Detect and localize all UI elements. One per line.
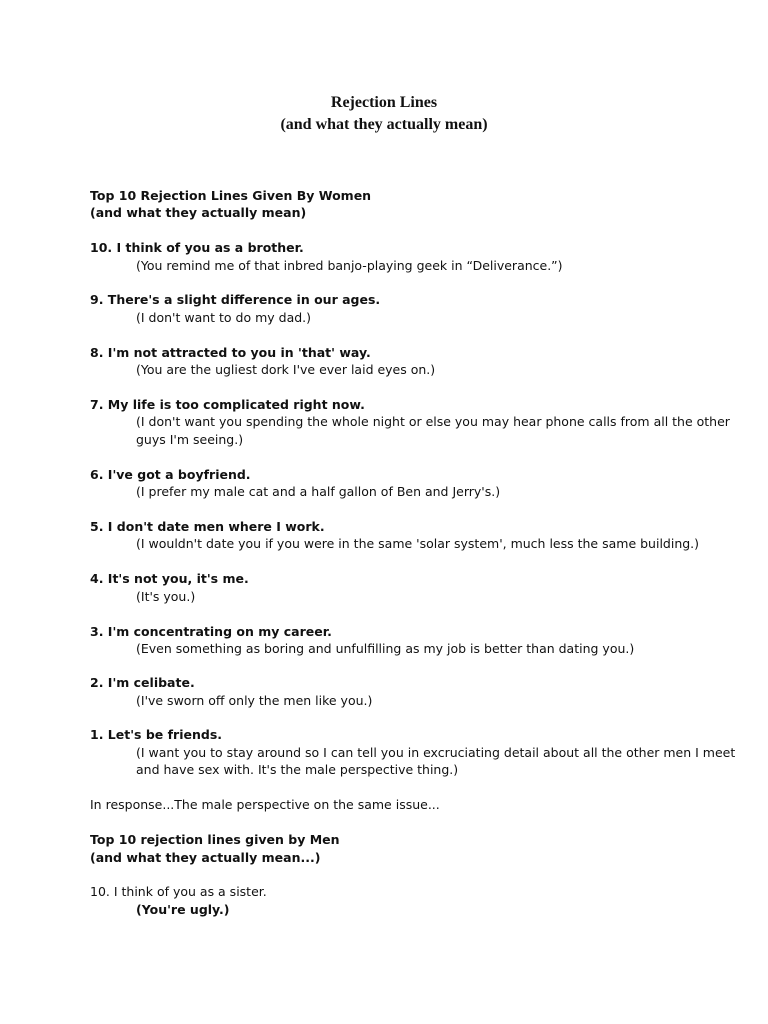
meaning-women-7-part1: (I don't want you spending the whole night or else you may hear phone calls from all the other bbox=[136, 414, 730, 429]
rejection-line-men-10: 10. I think of you as a sister. bbox=[90, 884, 267, 899]
rejection-line-women-8: 8. I'm not attracted to you in 'that' way. bbox=[90, 345, 371, 360]
rejection-line-women-7: 7. My life is too complicated right now. bbox=[90, 397, 365, 412]
men-section-heading: Top 10 rejection lines given by Men bbox=[90, 832, 340, 847]
rejection-line-women-2: 2. I'm celibate. bbox=[90, 675, 195, 690]
meaning-women-9: (I don't want to do my dad.) bbox=[136, 310, 312, 325]
rejection-line-women-9: 9. There's a slight difference in our ages. bbox=[90, 292, 381, 307]
meaning-women-8: (You are the ugliest dork I've ever laid eyes on.) bbox=[136, 362, 436, 377]
rejection-line-women-10: 10. I think of you as a brother. bbox=[90, 240, 304, 255]
meaning-women-2: (I've sworn off only the men like you.) bbox=[136, 693, 373, 708]
meaning-men-10: (You're ugly.) bbox=[136, 902, 230, 917]
meaning-women-6: (I prefer my male cat and a half gallon of Ben and Jerry's.) bbox=[136, 484, 501, 499]
meaning-women-1-part2: and have sex with. It's the male perspective thing.) bbox=[136, 762, 459, 777]
rejection-line-women-4: 4. It's not you, it's me. bbox=[90, 571, 249, 586]
meaning-women-3: (Even something as boring and unfulfilling as my job is better than dating you.) bbox=[136, 641, 635, 656]
document-title: Rejection Lines bbox=[330, 94, 438, 111]
rejection-line-women-1: 1. Let's be friends. bbox=[90, 727, 223, 742]
meaning-women-4: (It's you.) bbox=[136, 589, 196, 604]
women-section-heading: Top 10 Rejection Lines Given By Women bbox=[90, 188, 372, 203]
meaning-women-7-part2: guys I'm seeing.) bbox=[136, 432, 244, 447]
rejection-line-women-3: 3. I'm concentrating on my career. bbox=[90, 624, 332, 639]
meaning-women-10: (You remind me of that inbred banjo-playing geek in “Deliverance.”) bbox=[136, 258, 563, 273]
men-section-subheading: (and what they actually mean...) bbox=[90, 850, 321, 865]
women-section-subheading: (and what they actually mean) bbox=[90, 205, 307, 220]
meaning-women-1-part1: (I want you to stay around so I can tell you in excruciating detail about all the other men I meet bbox=[136, 745, 736, 760]
meaning-women-5: (I wouldn't date you if you were in the same 'solar system', much less the same building.) bbox=[136, 536, 700, 551]
document-subtitle: (and what they actually mean) bbox=[280, 116, 488, 133]
transition-text: In response...The male perspective on the same issue... bbox=[90, 797, 440, 812]
rejection-line-women-6: 6. I've got a boyfriend. bbox=[90, 467, 251, 482]
rejection-line-women-5: 5. I don't date men where I work. bbox=[90, 519, 325, 534]
